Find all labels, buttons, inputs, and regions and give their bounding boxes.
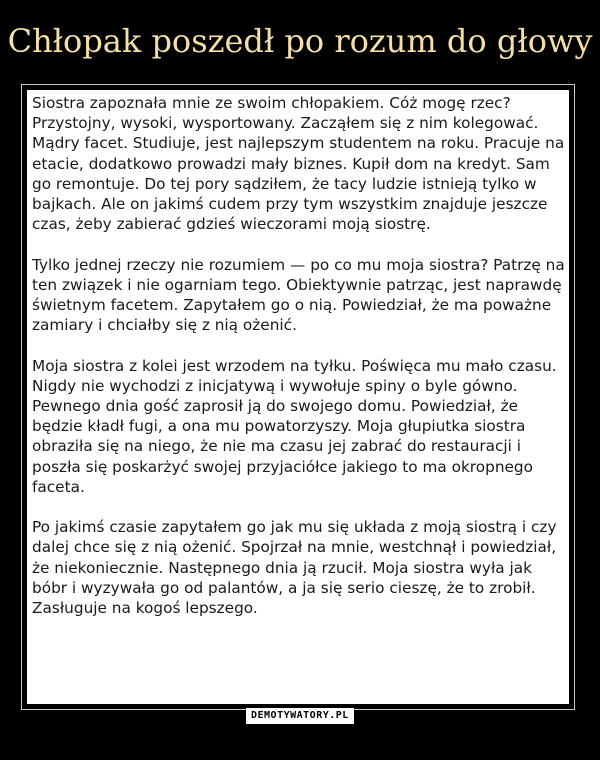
site-logo[interactable]: DEMOTYWATORY.PL [246,708,354,724]
story-paragraph-2: Tylko jednej rzeczy nie rozumiem — po co mu moja siostra? Patrzę na ten związek i nie ogarniam tego. Obiektywnie patrząc, jest naprawdę świetnym facetem. Zapytałem go o nią. Powiedział, że ma poważne zamiary i chciałby się z nią ożenić. [32,255,565,335]
story-paragraph-4: Po jakimś czasie zapytałem go jak mu się układa z moją siostrą i czy dalej chce się z nią ożenić. Spojrzał na mnie, westchnął i powiedział, że niekoniecznie. Następnego dnia ją rzucił. Moja siostra wyła jak bóbr i wyzywała go od palantów, a ja się serio cieszę, że to zrobił. Zasługuje na kogoś lepszego. [32,518,557,618]
page-title: Chłopak poszedł po rozum do głowy [7,22,593,60]
story-paragraph-3: Moja siostra z kolei jest wrzodem na tyłku. Poświęca mu mało czasu. Nigdy nie wychodzi z inicjatywą i wywołuje spiny o byle gówno. Pewnego dnia gość zaprosił ją do swojego domu. Powiedział, że będzie kładł fugi, a ona mu powatorzyszy. Moja głupiutka siostra obraziła się na niego, że nie ma czasu jej zabrać do restauracji i poszła się poskarżyć swojej przyjaciółce jakiego to ma okropnego faceta. [32,356,557,496]
story-paragraph-1: Siostra zapoznała mnie ze swoim chłopakiem. Cóż mogę rzec? Przystojny, wysoki, wysportowany. Zacząłem się z nim kolegować. Mądry facet. Studiuje, jest najlepszym studentem na roku. Pracuje na etacie, dodatkowo prowadzi mały biznes. Kupił dom na kredyt. Sam go remontuje. Do tej pory sądziłem, że tacy ludzie istnieją tylko w bajkach. Ale on jakimś cudem przy tym wszystkim znajduje jeszcze czas, żeby zabierać gdzieś wieczorami moją siostrę. [32,94,565,234]
story-text-box [27,90,569,704]
